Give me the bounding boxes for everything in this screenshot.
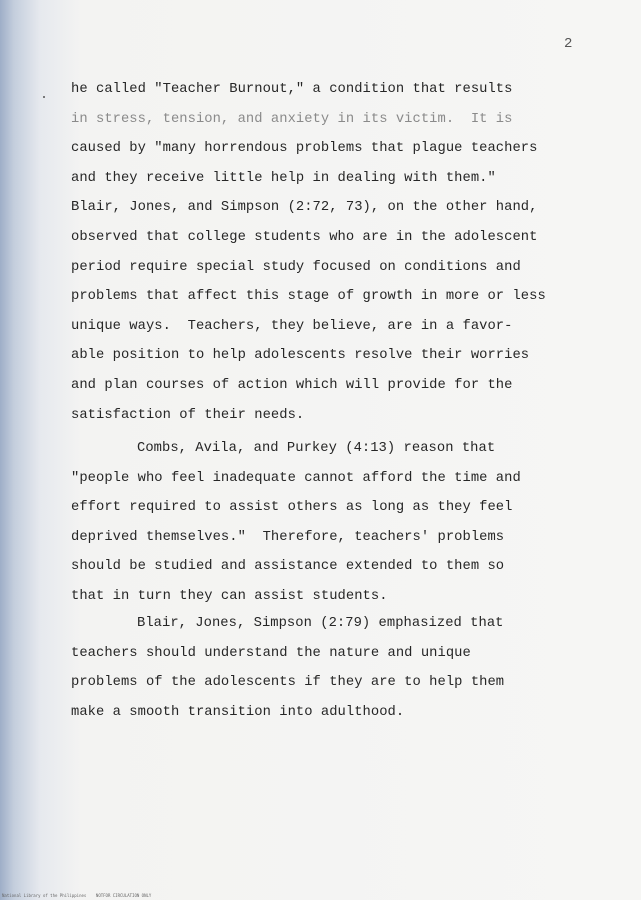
text-line: period require special study focused on conditions and — [71, 259, 521, 275]
text-line: unique ways. Teachers, they believe, are in a favor- — [71, 318, 513, 334]
text-line: problems of the adolescents if they are to help them — [71, 675, 505, 691]
text-line: observed that college students who are in the adolescent — [71, 229, 538, 245]
text-line: problems that affect this stage of growth in more or less — [71, 289, 546, 305]
text-line: caused by "many horrendous problems that plague teachers — [71, 141, 538, 157]
text-line: Combs, Avila, and Purkey (4:13) reason that — [137, 441, 496, 456]
paragraph-2 — [71, 434, 601, 612]
text-line: Blair, Jones, Simpson (2:79) emphasized that — [137, 616, 504, 631]
text-line: and they receive little help in dealing with them." — [71, 170, 496, 186]
text-line: teachers should understand the nature and unique — [71, 645, 471, 661]
paragraph-3 — [71, 609, 601, 727]
paragraph-1 — [71, 75, 601, 430]
text-line: make a smooth transition into adulthood. — [71, 704, 405, 720]
scan-speck — [43, 96, 45, 98]
text-line: deprived themselves." Therefore, teachers' problems — [71, 529, 505, 545]
text-line: Blair, Jones, and Simpson (2:72, 73), on the other hand, — [71, 200, 538, 216]
text-line: able position to help adolescents resolve their worries — [71, 348, 530, 364]
text-line: and plan courses of action which will provide for the — [71, 377, 513, 393]
text-line: effort required to assist others as long as they feel — [71, 500, 513, 516]
scan-footer: National Library of the Philippines NOTFOR CIRCULATION ONLY — [2, 893, 152, 898]
text-line: should be studied and assistance extended to them so — [71, 559, 505, 575]
page-number: 2 — [564, 36, 573, 52]
text-line: he called "Teacher Burnout," a condition that results — [71, 82, 513, 97]
text-line: that in turn they can assist students. — [71, 588, 388, 604]
text-line: satisfaction of their needs. — [71, 407, 305, 423]
text-line: "people who feel inadequate cannot afford the time and — [71, 470, 521, 486]
text-line: in stress, tension, and anxiety in its victim. It is — [71, 111, 513, 127]
